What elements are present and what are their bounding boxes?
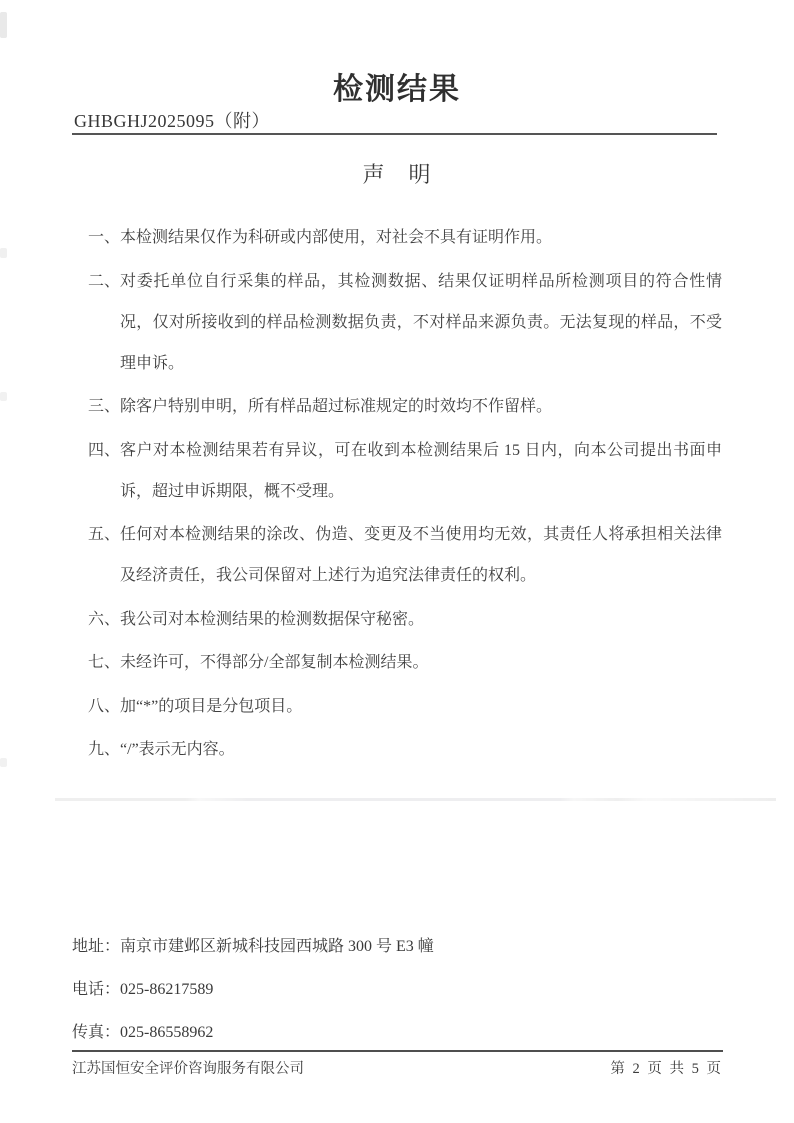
fax-value: 025-86558962	[120, 1024, 214, 1041]
statement-item	[88, 514, 722, 596]
scan-artifact-band	[55, 798, 776, 801]
statement-item-number: 七、	[88, 654, 121, 671]
document-title: 检测结果	[333, 73, 461, 106]
address-label: 地址：	[72, 938, 121, 955]
phone-value: 025-86217589	[120, 981, 214, 998]
statement-item-text: 本检测结果仅作为科研或内部使用，对社会不具有证明作用。	[120, 229, 553, 246]
scan-artifact-smudge	[0, 392, 7, 401]
footer-company-name: 江苏国恒安全评价咨询服务有限公司	[72, 1061, 304, 1077]
statement-item	[88, 686, 722, 727]
address-value: 南京市建邺区新城科技园西城路 300 号 E3 幢	[120, 938, 434, 955]
phone-label: 电话：	[72, 981, 121, 998]
statement-item-text: 我公司对本检测结果的检测数据保守秘密。	[120, 610, 425, 628]
statement-item	[88, 261, 722, 384]
statement-item	[88, 430, 722, 512]
fax-line	[72, 1024, 434, 1041]
statement-item-number: 八、	[88, 697, 121, 715]
page-footer	[72, 1057, 723, 1078]
statement-item-number: 三、	[88, 398, 121, 415]
statement-item-text: 对委托单位自行采集的样品，其检测数据、结果仅证明样品所检测项目的符合性情况，仅对所接收到的样品检测数据负责，不对样品来源负责。无法复现的样品，不受理申诉。	[120, 272, 722, 372]
header-divider	[72, 133, 717, 135]
statement-item	[88, 729, 722, 770]
address-line	[72, 938, 434, 955]
fax-label: 传真：	[72, 1024, 121, 1041]
report-number: GHBGHJ2025095（附）	[74, 111, 271, 131]
statement-item-text: 加“*”的项目是分包项目。	[120, 697, 303, 715]
statement-item-number: 二、	[88, 272, 121, 290]
statement-item-number: 五、	[88, 526, 121, 543]
statement-list	[88, 217, 722, 773]
statement-item	[88, 642, 722, 683]
statement-heading: 声 明	[362, 162, 432, 187]
statement-item-text: “/”表示无内容。	[120, 741, 235, 758]
statement-item	[88, 599, 722, 640]
statement-item-number: 四、	[88, 441, 121, 459]
contact-block	[72, 938, 434, 1067]
footer-page-number: 第 2 页 共 5 页	[610, 1061, 723, 1077]
statement-item	[88, 217, 722, 258]
phone-line	[72, 981, 434, 998]
scan-artifact-smudge	[0, 758, 7, 767]
footer-divider	[72, 1050, 723, 1052]
scan-artifact-smudge	[0, 12, 7, 38]
statement-item-text: 未经许可，不得部分/全部复制本检测结果。	[120, 654, 429, 671]
scan-artifact-smudge	[0, 248, 7, 258]
statement-item-number: 九、	[88, 741, 121, 758]
statement-item-text: 除客户特别申明，所有样品超过标准规定的时效均不作留样。	[120, 398, 553, 415]
statement-item-number: 六、	[88, 610, 121, 628]
statement-item	[88, 386, 722, 427]
statement-item-number: 一、	[88, 229, 121, 246]
statement-item-text: 客户对本检测结果若有异议，可在收到本检测结果后 15 日内，向本公司提出书面申诉，超过申诉期限，概不受理。	[120, 441, 722, 500]
statement-item-text: 任何对本检测结果的涂改、伪造、变更及不当使用均无效，其责任人将承担相关法律及经济责任，我公司保留对上述行为追究法律责任的权利。	[120, 526, 722, 584]
